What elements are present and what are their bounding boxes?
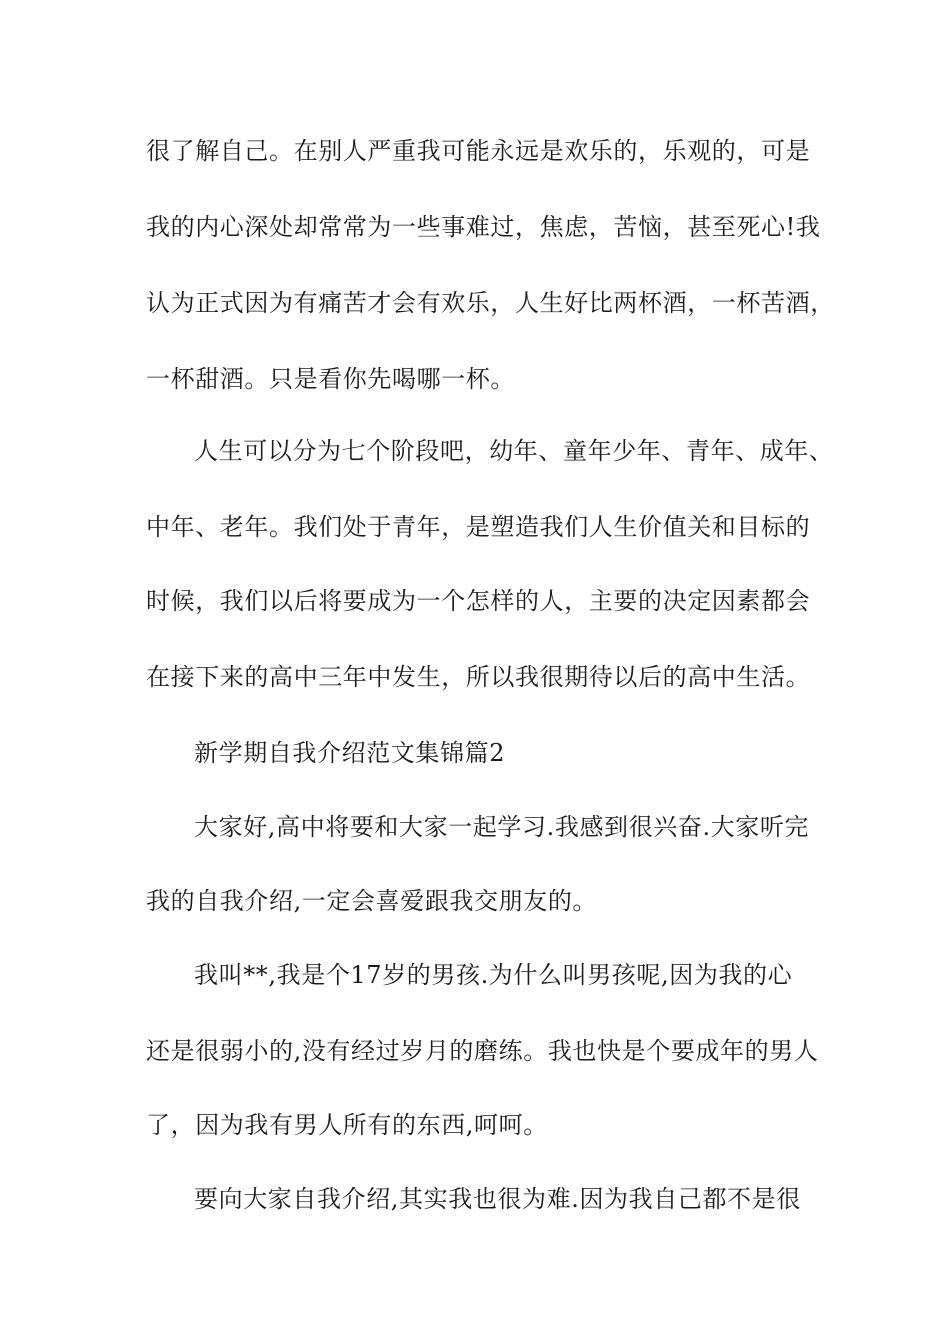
text-line: 在接下来的高中三年中发生，所以我很期待以后的高中生活。 xyxy=(146,663,811,691)
text-line: 时候，我们以后将要成为一个怎样的人，主要的决定因素都会 xyxy=(146,587,811,615)
text-line: 还是很弱小的,没有经过岁月的磨练。我也快是个要成年的男人 xyxy=(146,1037,819,1065)
text-line: 我叫**,我是个17岁的男孩.为什么叫男孩呢,因为我的心 xyxy=(194,961,793,989)
text-line: 我的自我介绍,一定会喜爱跟我交朋友的。 xyxy=(146,887,598,915)
section-heading: 新学期自我介绍范文集锦篇2 xyxy=(194,739,506,767)
text-line: 很了解自己。在别人严重我可能永远是欢乐的，乐观的，可是 xyxy=(146,137,811,165)
text-line: 一杯甜酒。只是看你先喝哪一杯。 xyxy=(146,365,515,393)
text-line: 大家好,高中将要和大家一起学习.我感到很兴奋.大家听完 xyxy=(194,813,810,841)
text-line: 中年、老年。我们处于青年，是塑造我们人生价值关和目标的 xyxy=(146,513,811,541)
text-line: 要向大家自我介绍,其实我也很为难.因为我自己都不是很 xyxy=(194,1185,801,1213)
text-line: 认为正式因为有痛苦才会有欢乐，人生好比两杯酒，一杯苦酒， xyxy=(146,289,835,317)
text-line: 人生可以分为七个阶段吧，幼年、童年少年、青年、成年、 xyxy=(194,437,834,465)
text-line: 了，因为我有男人所有的东西,呵呵。 xyxy=(146,1111,548,1139)
text-line: 我的内心深处却常常为一些事难过，焦虑，苦恼，甚至死心!我 xyxy=(146,213,821,241)
